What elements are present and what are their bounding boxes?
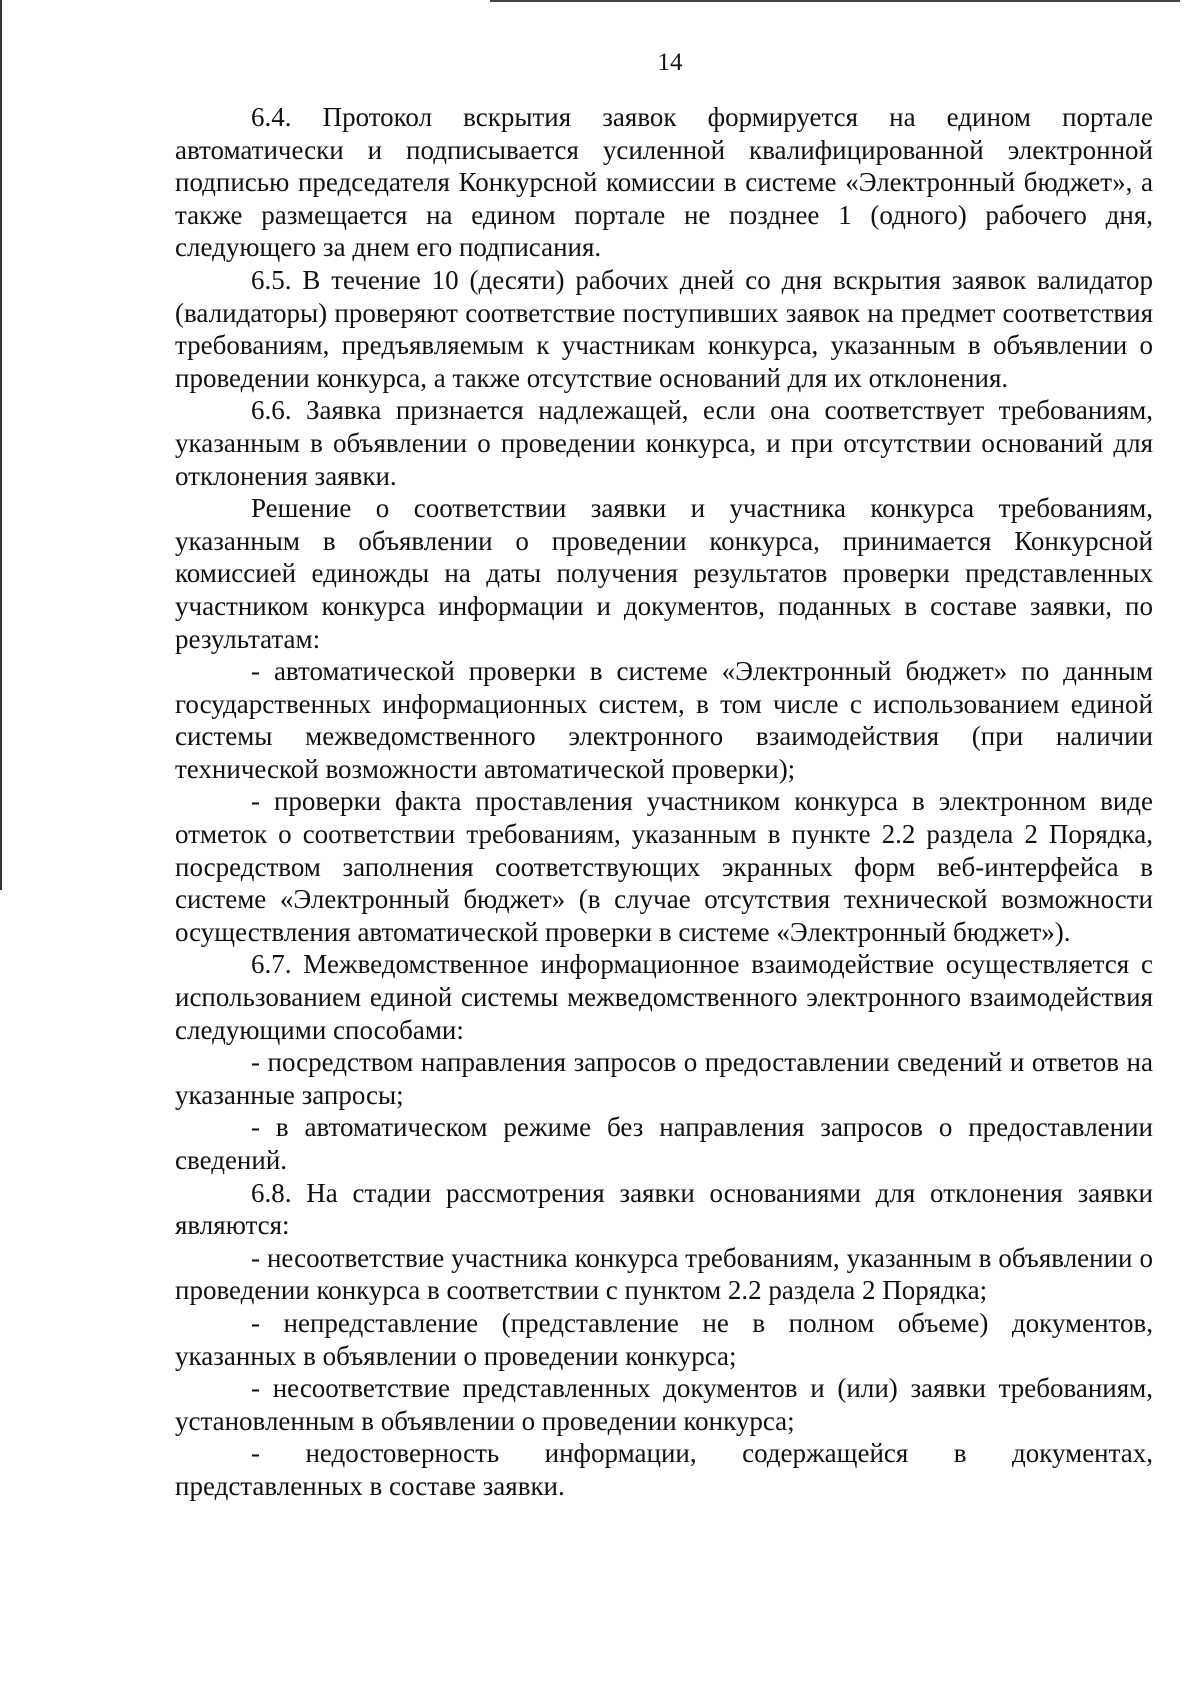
scan-edge-top	[490, 0, 1180, 2]
paragraph-6-5: 6.5. В течение 10 (десяти) рабочих дней со дня вскрытия заявок валидатор (валидаторы) проверяют соответствие поступивших заявок на предмет соответствия требованиям, предъявляемым к участникам конкурса, указанным в объявлении о проведении конкурса, а также отсутствие оснований для их отклонения.	[175, 264, 1153, 393]
list-item-nonsubmission: - непредставление (представление не в полном объеме) документов, указанных в объявлении о проведении конкурса;	[175, 1307, 1153, 1371]
paragraph-6-6: 6.6. Заявка признается надлежащей, если она соответствует требованиям, указанным в объявлении о проведении конкурса, и при отсутствии оснований для отклонения заявки.	[175, 395, 1153, 491]
list-item-manual-check: - проверки факта проставления участником конкурса в электронном виде отметок о соответствии требованиям, указанным в пункте 2.2 раздела 2 Порядка, посредством заполнения соответствующих экранных форм веб-интерфейса в системе «Электронный бюджет» (в случае отсутствия технической возможности осуществления автоматической проверки в системе «Электронный бюджет»).	[175, 786, 1153, 947]
list-item-automatic-mode: - в автоматическом режиме без направления запросов о предоставлении сведений.	[175, 1112, 1153, 1175]
paragraph-6-7: 6.7. Межведомственное информационное взаимодействие осуществляется с использованием единой системы межведомственного электронного взаимодействия следующими способами:	[175, 949, 1153, 1045]
document-body	[175, 101, 1153, 1503]
list-item-auto-check: - автоматической проверки в системе «Электронный бюджет» по данным государственных информационных систем, в том числе с использованием единой системы межведомственного электронного взаимодействия (при наличии технической возможности автоматической проверки);	[175, 656, 1153, 784]
page-number: 14	[657, 49, 683, 76]
paragraph-decision: Решение о соответствии заявки и участника конкурса требованиям, указанным в объявлении о проведении конкурса, принимается Конкурсной комиссией единожды на даты получения результатов проверки представленных участником конкурса информации и документов, поданных в составе заявки, по результатам:	[175, 493, 1153, 654]
list-item-documents-mismatch: - несоответствие представленных документов и (или) заявки требованиям, установленным в объявлении о проведении конкурса;	[175, 1373, 1153, 1436]
list-item-requests: - посредством направления запросов о предоставлении сведений и ответов на указанные запросы;	[175, 1047, 1153, 1110]
paragraph-6-4: 6.4. Протокол вскрытия заявок формируется на едином портале автоматически и подписывается усиленной квалифицированной электронной подписью председателя Конкурсной комиссии в системе «Электронный бюджет», а также размещается на едином портале не позднее 1 (одного) рабочего дня, следующего за днем его подписания.	[175, 102, 1153, 263]
paragraph-6-8: 6.8. На стадии рассмотрения заявки основаниями для отклонения заявки являются:	[175, 1177, 1153, 1241]
list-item-noncompliance: - несоответствие участника конкурса требованиям, указанным в объявлении о проведении конкурса в соответствии с пунктом 2.2 раздела 2 Порядка;	[175, 1242, 1153, 1306]
scan-edge-left	[0, 0, 2, 890]
list-item-unreliable-info: - недостоверность информации, содержащейся в документах, представленных в составе заявки.	[175, 1438, 1153, 1501]
